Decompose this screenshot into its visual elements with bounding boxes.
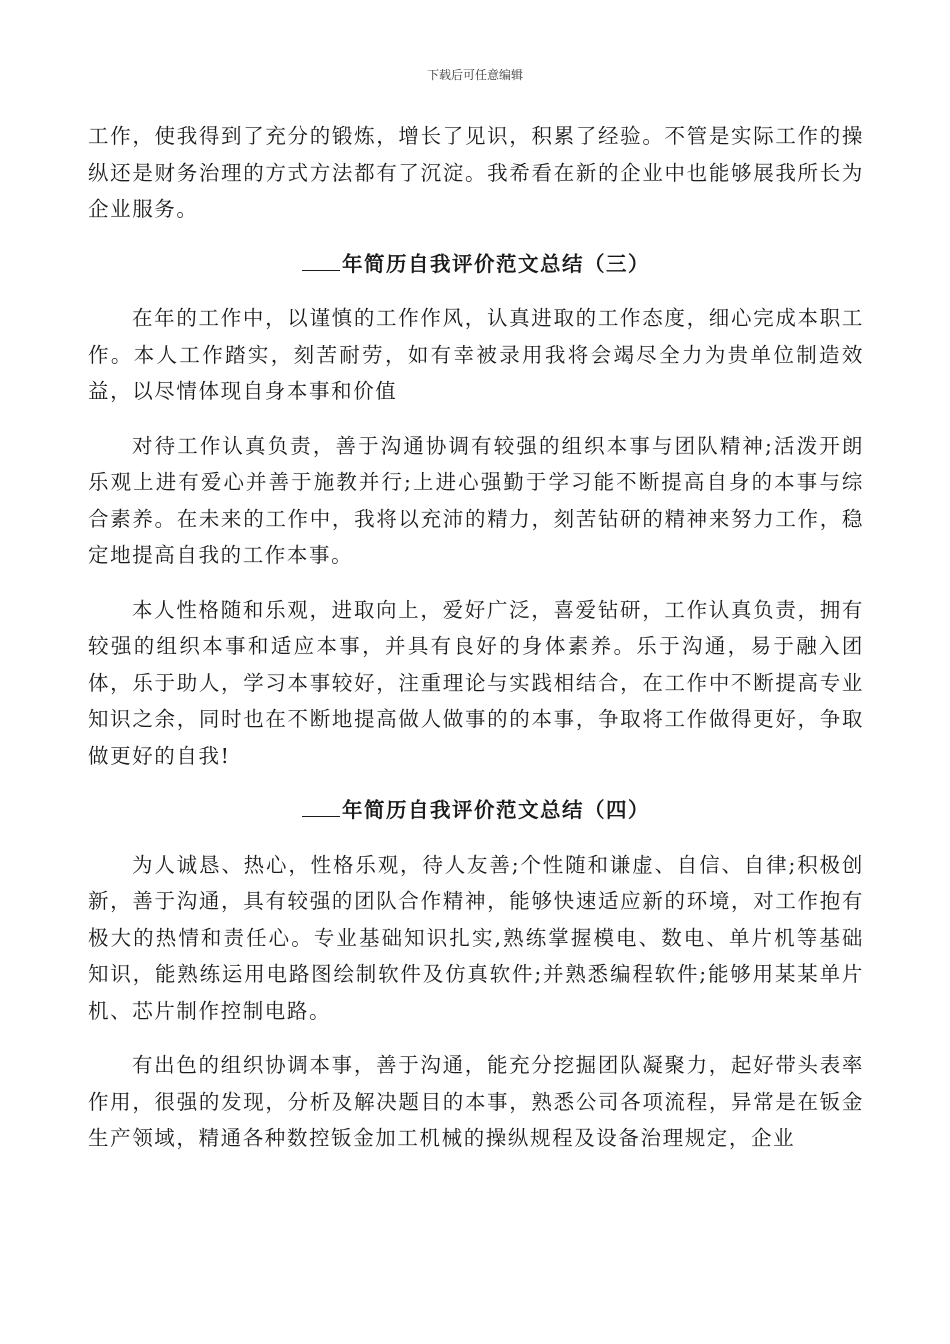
title-blank-line [302, 798, 340, 817]
spacer [88, 829, 864, 847]
spacer [88, 228, 864, 246]
document-body [88, 118, 864, 1157]
spacer [88, 410, 864, 428]
page-header: 下载后可任意编辑 [426, 68, 523, 82]
section-title-3-text: 年简历自我评价范文总结（三） [342, 251, 650, 276]
paragraph-4: 为人诚恳、热心，性格乐观，待人友善;个性随和谦虚、自信、自律;积极创新，善于沟通，具有较强的团队合作精神，能够快速适应新的环境，对工作抱有极大的热情和责任心。专业基础知识扎实,熟练掌握模电、数电、单片机等基础知识，能熟练运用电路图绘制软件及仿真软件;并熟悉编程软件;能够用某某单片机、芯片制作控制电路。 [88, 852, 864, 1023]
paragraph-1: 在年的工作中，以谨慎的工作作风，认真进取的工作态度，细心完成本职工作。本人工作踏实，刻苦耐劳，如有幸被录用我将会竭尽全力为贵单位制造效益，以尽情体现自身本事和价值 [88, 306, 864, 403]
paragraph-3: 本人性格随和乐观，进取向上，爱好广泛，喜爱钻研，工作认真负责，拥有较强的组织本事和适应本事，并具有良好的身体素养。乐于沟通，易于融入团体，乐于助人，学习本事较好，注重理论与实践相结合，在工作中不断提高专业知识之余，同时也在不断地提高做人做事的的本事，争取将工作做得更好，争取做更好的自我! [88, 597, 864, 768]
section-title-4-text: 年简历自我评价范文总结（四） [342, 798, 650, 822]
spacer [88, 282, 864, 300]
section-title-3 [88, 246, 864, 283]
spacer [88, 1029, 864, 1047]
title-blank-line [302, 252, 340, 271]
paragraph-5: 有出色的组织协调本事，善于沟通，能充分挖掘团队凝聚力，起好带头表率作用，很强的发现，分析及解决题目的本事，熟悉公司各项流程，异常是在钣金生产领域，精通各种数控钣金加工机械的操纵规程及设备治理规定，企业 [88, 1053, 864, 1150]
spacer [88, 574, 864, 592]
section-title-4 [88, 792, 864, 829]
paragraph-2: 对待工作认真负责，善于沟通协调有较强的组织本事与团队精神;活泼开朗乐观上进有爱心并善于施教并行;上进心强勤于学习能不断提高自身的本事与综合素养。在未来的工作中，我将以充沛的精力，刻苦钻研的精神来努力工作，稳定地提高自我的工作本事。 [88, 433, 864, 567]
spacer [88, 774, 864, 792]
paragraph-continued: 工作，使我得到了充分的锻炼，增长了见识，积累了经验。不管是实际工作的操纵还是财务治理的方式方法都有了沉淀。我希看在新的企业中也能够展我所长为企业服务。 [88, 124, 864, 221]
